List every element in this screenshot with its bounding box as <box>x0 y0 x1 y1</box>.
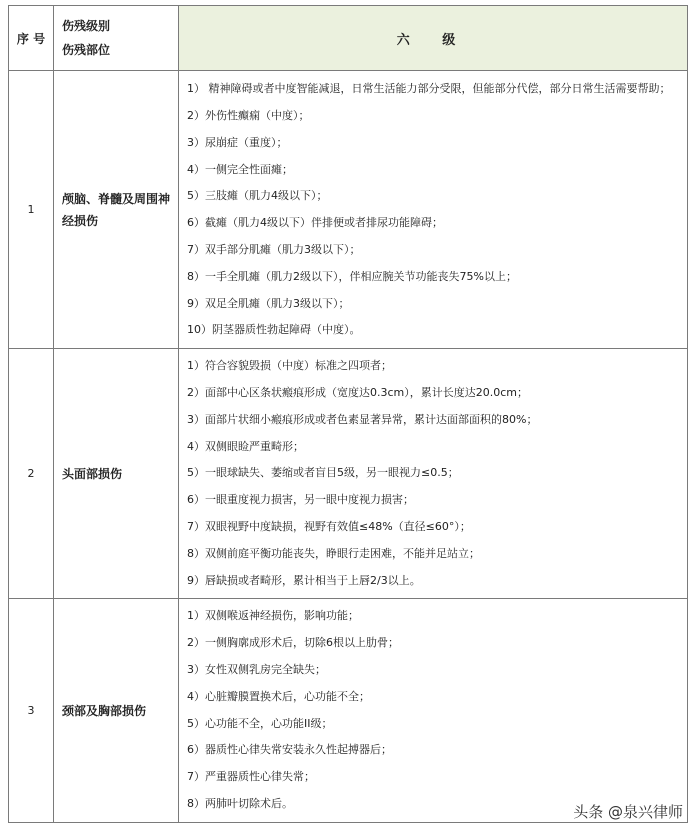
list-item: 4）一侧完全性面瘫； <box>187 162 293 176</box>
list-item: 4）心脏瓣膜置换术后，心功能不全； <box>187 689 370 703</box>
list-item: 10）阴茎器质性勃起障碍（中度）。 <box>187 323 361 337</box>
table-row <box>9 71 688 349</box>
row-seq: 1 <box>9 71 54 349</box>
row-items <box>179 349 688 599</box>
row-items <box>179 71 688 349</box>
grade-label: 伤残级别 <box>62 19 111 33</box>
list-item: 7）双手部分肌瘫（肌力3级以下）； <box>187 242 361 256</box>
list-item: 3）面部片状细小瘢痕形成或者色素显著异常，累计达面部面积的80%； <box>187 412 538 426</box>
table-row <box>9 349 688 599</box>
list-item: 8）两肺叶切除术后。 <box>187 796 293 810</box>
row-seq: 3 <box>9 599 54 822</box>
list-item: 7）严重器质性心律失常； <box>187 770 315 784</box>
list-item: 5）三肢瘫（肌力4级以下）； <box>187 189 328 203</box>
list-item: 9）唇缺损或者畸形，累计相当于上唇2/3以上。 <box>187 573 421 587</box>
list-item: 3）女性双侧乳房完全缺失； <box>187 662 326 676</box>
disability-grade-table <box>8 5 688 823</box>
list-item: 1） 精神障碍或者中度智能减退，日常生活能力部分受限，但能部分代偿，部分日常生活需要帮助； <box>187 82 671 95</box>
list-item: 2）一侧胸廓成形术后，切除6根以上肋骨； <box>187 636 399 650</box>
row-category: 颈部及胸部损伤 <box>54 599 179 822</box>
list-item: 8）双侧前庭平衡功能丧失，睁眼行走困难，不能并足站立； <box>187 546 480 560</box>
list-item: 8）一手全肌瘫（肌力2级以下），伴相应腕关节功能丧失75%以上； <box>187 269 517 283</box>
table-row <box>9 599 688 822</box>
list-item: 6）器质性心律失常安装永久性起搏器后； <box>187 743 392 757</box>
list-item: 5）一眼球缺失、萎缩或者盲目5级，另一眼视力≤0.5； <box>187 466 459 480</box>
grade-site-header <box>54 6 179 71</box>
row-category: 头面部损伤 <box>54 349 179 599</box>
row-seq: 2 <box>9 349 54 599</box>
grade-value-header: 六 级 <box>179 6 688 71</box>
list-item: 1）双侧喉返神经损伤，影响功能； <box>187 609 359 623</box>
header-row <box>9 6 688 71</box>
list-item: 3）尿崩症（重度）； <box>187 135 288 149</box>
list-item: 4）双侧眼睑严重畸形； <box>187 439 304 453</box>
list-item: 6）截瘫（肌力4级以下）伴排便或者排尿功能障碍； <box>187 216 443 230</box>
list-item: 2）面部中心区条状瘢痕形成（宽度达0.3cm），累计长度达20.0cm； <box>187 385 529 399</box>
list-item: 2）外伤性癫痫（中度）； <box>187 109 310 122</box>
list-item: 6）一眼重度视力损害，另一眼中度视力损害； <box>187 493 414 507</box>
site-label: 伤残部位 <box>62 43 111 57</box>
list-item: 9）双足全肌瘫（肌力3级以下）； <box>187 296 350 310</box>
row-category: 颅脑、脊髓及周围神经损伤 <box>54 71 179 349</box>
row-items <box>179 599 688 822</box>
seq-header: 序 号 <box>9 6 54 71</box>
list-item: 1）符合容貌毁损（中度）标准之四项者； <box>187 359 392 373</box>
list-item: 5）心功能不全，心功能II级； <box>187 716 333 730</box>
list-item: 7）双眼视野中度缺损，视野有效值≤48%（直径≤60°）； <box>187 519 471 533</box>
watermark: 头条 @泉兴律师 <box>573 803 683 821</box>
